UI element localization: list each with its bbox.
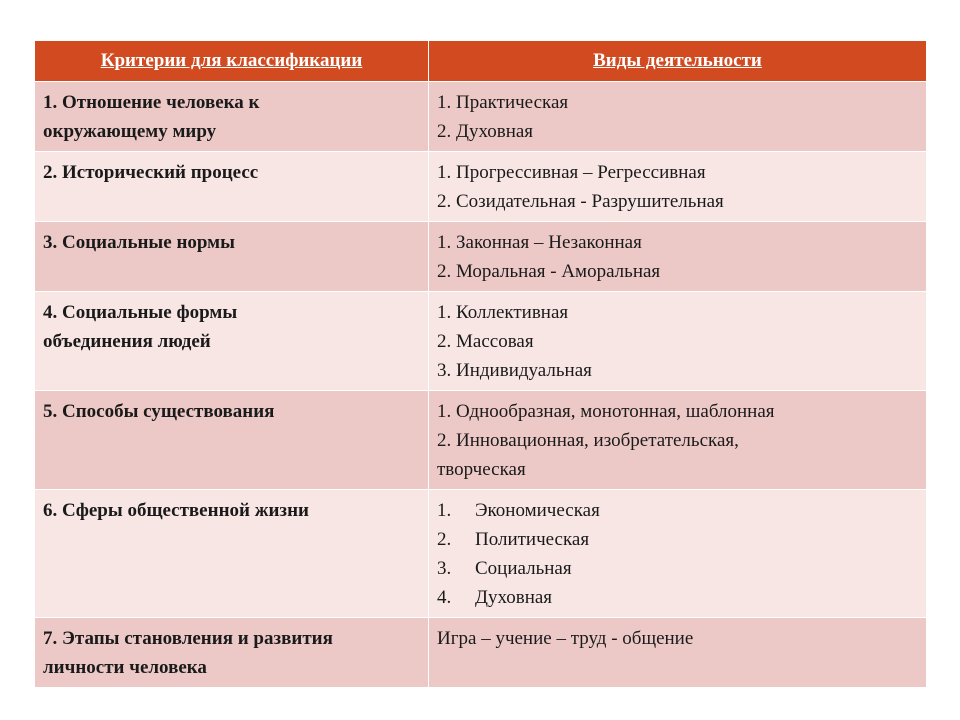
activity-type: 2. Моральная - Аморальная [437,261,661,282]
table-row [35,152,927,222]
list-number: 3. [437,558,452,579]
activity-types-cell [429,82,927,152]
table-row [35,490,927,618]
activity-type: 1. Законная – Незаконная [437,232,642,253]
criterion-cell [35,391,429,490]
criterion-cell [35,618,429,688]
criterion-line: окружающему миру [43,121,217,142]
header-criteria: Критерии для классификации [35,41,429,82]
criterion-line: личности человека [43,657,207,678]
activity-type: 2. Инновационная, изобретательская, [437,430,739,451]
numbered-list-item [437,525,918,554]
list-number: 1. [437,500,452,521]
criterion-line: 1. Отношение человека к [43,92,260,113]
table-row [35,292,927,391]
criterion-line: 2. Исторический процесс [43,162,259,183]
activity-type: Социальная [475,558,572,579]
activity-types-cell [429,618,927,688]
activity-type: 1. Коллективная [437,302,569,323]
list-number: 2. [437,529,452,550]
criterion-line: объединения людей [43,331,211,352]
activity-types-cell [429,391,927,490]
classification-table [34,41,927,688]
criterion-line: 6. Сферы общественной жизни [43,500,309,521]
criterion-line: 5. Способы существования [43,401,275,422]
criterion-cell [35,152,429,222]
activity-type: 2. Созидательная - Разрушительная [437,191,724,212]
header-activity-types: Виды деятельности [429,41,927,82]
numbered-list-item [437,554,918,583]
activity-types-cell [429,222,927,292]
activity-type: творческая [437,459,526,480]
activity-type: Политическая [475,529,590,550]
criterion-line: 3. Социальные нормы [43,232,235,253]
activity-type: 2. Духовная [437,121,534,142]
table-row [35,82,927,152]
list-number: 4. [437,587,452,608]
activity-type: 1. Однообразная, монотонная, шаблонная [437,401,775,422]
activity-types-cell [429,292,927,391]
table-row [35,618,927,688]
activity-types-cell [429,152,927,222]
table-header-row [35,41,927,82]
numbered-list-item [437,496,918,525]
activity-types-cell [429,490,927,618]
table-row [35,222,927,292]
activity-type: 1. Практическая [437,92,569,113]
criterion-line: 7. Этапы становления и развития [43,628,333,649]
criterion-cell [35,222,429,292]
table-row [35,391,927,490]
activity-type: Духовная [475,587,553,608]
activity-type: 3. Индивидуальная [437,360,592,381]
criterion-cell [35,490,429,618]
activity-type: 2. Массовая [437,331,534,352]
criterion-line: 4. Социальные формы [43,302,238,323]
activity-type: Игра – учение – труд - общение [437,628,694,649]
activity-type: Экономическая [475,500,600,521]
criterion-cell [35,82,429,152]
numbered-list-item [437,583,918,612]
criterion-cell [35,292,429,391]
activity-type: 1. Прогрессивная – Регрессивная [437,162,706,183]
